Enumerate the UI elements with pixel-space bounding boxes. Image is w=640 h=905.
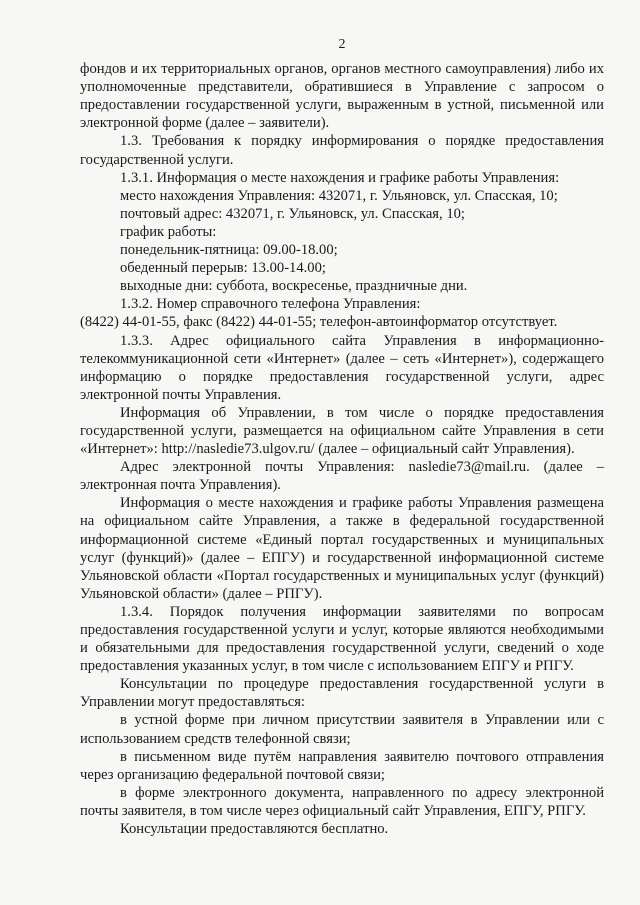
paragraph: Информация об Управлении, в том числе о порядке предоставления государственной услуги, размещается на официальном сайте Управления в сети «Интернет»: http://nasledie73.ulgov.ru/ (далее – официальный сайт Управления). (80, 404, 604, 458)
document-body (80, 60, 604, 838)
paragraph: Консультации предоставляются бесплатно. (120, 821, 389, 838)
paragraph: в письменном виде путём направления заявителю почтового отправления через организацию федеральной почтовой связи; (80, 748, 604, 783)
paragraph: график работы: (120, 223, 217, 240)
paragraph: почтовый адрес: 432071, г. Ульяновск, ул. Спасская, 10; (120, 205, 465, 222)
paragraph: Информация о месте нахождения и графике работы Управления размещена на официальном сайте Управления, а также в федеральной государственной информационной системе «Единый портал государственных и муниципальных услуг (функций)» (далее – ЕПГУ) и государственной информационной системе Ульяновской области «Портал государственных и муниципальных услуг (функций) Ульяновской области» (далее – РПГУ). (80, 495, 604, 602)
paragraph: место нахождения Управления: 432071, г. Ульяновск, ул. Спасская, 10; (120, 187, 558, 204)
paragraph: Адрес электронной почты Управления: nasledie73@mail.ru. (далее – электронная почта Управления). (80, 459, 604, 494)
paragraph: понедельник-пятница: 09.00-18.00; (120, 242, 338, 259)
paragraph: выходные дни: суббота, воскресенье, праздничные дни. (120, 278, 468, 295)
paragraph: 1.3.3. Адрес официального сайта Управления в информационно-телекоммуникационной сети «Интернет» (далее – сеть «Интернет»), содержащего информацию о порядке предоставления государственной услуги, адрес электронной почты Управления. (80, 332, 604, 403)
paragraph: фондов и их территориальных органов, органов местного самоуправления) либо их уполномоченные представители, обратившиеся в Управление с запросом о предоставлении государственной услуги, выраженным в устной, письменной или электронной форме (далее – заявители). (80, 61, 604, 132)
page-number: 2 (338, 37, 346, 52)
paragraph: в форме электронного документа, направленного по адресу электронной почты заявителя, в том числе через официальный сайт Управления, ЕПГУ, РПГУ. (80, 784, 604, 819)
paragraph: (8422) 44-01-55, факс (8422) 44-01-55; телефон-автоинформатор отсутствует. (80, 314, 558, 331)
paragraph: 1.3. Требования к порядку информирования о порядке предоставления государственной услуги. (80, 133, 604, 168)
paragraph: 1.3.2. Номер справочного телефона Управления: (120, 296, 421, 313)
paragraph: в устной форме при личном присутствии заявителя в Управлении или с использованием средств телефонной связи; (80, 712, 604, 747)
paragraph: 1.3.1. Информация о месте нахождения и графике работы Управления: (120, 169, 560, 186)
paragraph: 1.3.4. Порядок получения информации заявителями по вопросам предоставления государственной услуги и услуг, которые являются необходимыми и обязательными для предоставления государственной услуги, сведений о ходе предоставления указанных услуг, в том числе с использованием ЕПГУ и РПГУ. (80, 603, 604, 675)
paragraph: обеденный перерыв: 13.00-14.00; (120, 260, 326, 277)
paragraph: Консультации по процедуре предоставления государственной услуги в Управлении могут предоставляться: (80, 676, 604, 711)
